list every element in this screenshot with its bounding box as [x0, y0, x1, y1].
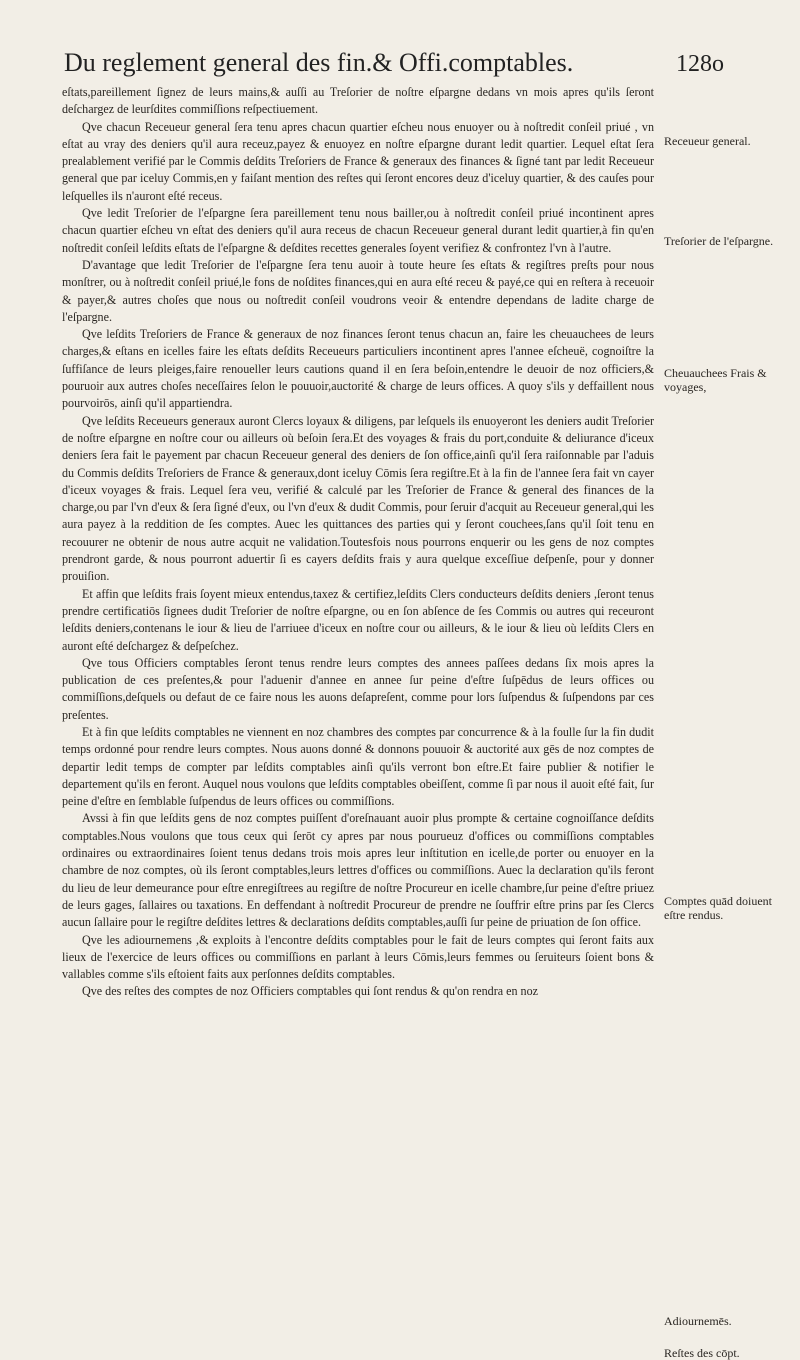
paragraph: Et affin que leſdits frais ſoyent mieux entendus,taxez & certifiez,leſdits Clers conducteurs deſdits deniers ,ſeront tenus prendre certificatiōs ſignees dudit Treſorier de noſtre eſpargne, ou en ſon abſence de ſes Commis ou autres qui receuront leſdits deniers,contenans le iour & lieu de l'arriuee d'iceux en noſtre cour ou ailleurs, & le iour & lieu où leſdits Clers en auront eſté deſchargez & deſpeſchez.	[62, 586, 654, 653]
paragraph: Qve tous Officiers comptables ſeront tenus rendre leurs comptes des annees paſſees dedans ſix mois apres la publication de ces preſentes,& pour l'aduenir d'annee en annee ſur peine d'eſtre ſuſpēdus de leurs offices ou commiſſions,deſquels ou defaut de ce faire nous les auons deſapreſent, comme pour lors ſuſpendus & ſuſpendons par ces preſentes.	[62, 655, 654, 722]
paragraph: Et à fin que leſdits comptables ne viennent en noz chambres des comptes par concurrence & à la foulle ſur la fin dudit temps ordonné pour rendre leurs comptes. Nous auons donné & donnons pouuoir & auctorité aux gēs de noz comptes de departir ledit temps de compter par leſdits comptables ainſi qu'ils verront bon eſtre.Et faire publier & notifier le departement qu'ils en feront. Auquel nous voulons que leſdits comptables obeiſſent, comme ſi par nous il auoit eſté fait, ſur peine d'eſtre en ſemblable ſuſpendus de leurs offices ou commiſſions.	[62, 724, 654, 809]
main-text	[62, 84, 654, 1001]
margin-note: Cheuauchees Frais & voyages,	[664, 366, 767, 394]
margin-note: Treſorier de l'eſpargne.	[664, 234, 774, 248]
running-header	[64, 48, 724, 78]
margin-note: Reſtes des cōpt.	[664, 1346, 740, 1360]
paragraph: D'avantage que ledit Treſorier de l'eſpargne ſera tenu auoir à toute heure ſes eſtats & regiſtres preſts pour nous monſtrer, ou à noſtredit conſeil priué,le fons de noſdites finances,qui en aura eſté receu & payé,ce qui en reſtera à receuoir & payer,& autres choſes que nous ou noſtredit conſeil voudrons veoir & entendre dependans de ladite charge de l'eſpargne.	[62, 257, 654, 324]
folio-number: 128o	[676, 51, 724, 77]
paragraph: Qve ledit Treſorier de l'eſpargne ſera pareillement tenu nous bailler,ou à noſtredit conſeil priué incontinent apres chacun quartier eſcheu vn eſtat des deniers qu'il aura receus de chacun Receueur general durant ledit quartier,à fin qu'en noſtredit conſeil leſdits eſtats de l'eſpargne & deſdites recettes generales ſoyent verifiez & confrontez l'vn à l'autre.	[62, 206, 654, 255]
margin-note: Receueur general.	[664, 134, 751, 148]
margin-note: Adiournemēs.	[664, 1314, 732, 1328]
paragraph: eſtats,pareillement ſignez de leurs mains,& auſſi au Treſorier de noſtre eſpargne dedans vn mois apres qu'ils ſeront deſchargez de leurſdites commiſſions reſpectiuement.	[62, 85, 654, 117]
paragraph: Qve chacun Receueur general ſera tenu apres chacun quartier eſcheu nous enuoyer ou à noſtredit conſeil priué , vn eſtat au vray des deniers qu'il aura receuz,payez & enuoyez en noſtre eſpargne durant ledit quartier. Lequel eſtat ſera prealablement verifié par le Commis deſdits Treſoriers de France & generaux des finances & ſigné tant par ledit Receueur general que par iceluy Commis,en y faiſant mention des reſtes qui ſeront encores deuz d'iceluy quartier, & des cauſes pour leſquelles ils n'auront eſté receus.	[62, 119, 654, 203]
margin-note: Comptes quād doiuent eſtre rendus.	[664, 894, 772, 922]
paragraph: Qve leſdits Receueurs generaux auront Clercs loyaux & diligens, par leſquels ils enuoyeront les deniers audit Treſorier de noſtre eſpargne en noſtre cour ou ailleurs où beſoin ſera.Et des voyages & frais du port,conduite & deliurance d'iceux deniers ſera fait le payement par chacun Receueur general des deniers de ſon office,ainſi qu'il ſera raiſonnable par l'aduis du Commis deſdits Treſoriers de France & generaux,dont iceluy Cōmis ſera regiſtre.Et à la fin de l'annee ſera fait vn cayer d'iceux voyages & frais. Lequel ſera veu, verifié & calculé par les Treſorier de France & general des finances de la charge,ou par l'vn d'eux & ſera ſigné d'eux, ou l'vn d'eux & dudit Commis, pour ſeruir d'acquit au Receueur general,qui les aura payez à la reddition de ſes comptes. Auec les quittances des parties qui y ſeront couchees,ſans qu'il ſoit tenu en recouurer ne obtenir de nous autre acquit ne validation.Toutesfois nous pourrons enquerir ou les gens de noz comptes prendront garde, & nous pourront aduertir ſi es cayers deſdits frais y aura quelque exceſſiue deſpenſe, pour y donner prouiſion.	[62, 413, 654, 584]
paragraph: Avssi à fin que leſdits gens de noz comptes puiſſent d'oreſnauant auoir plus prompte & certaine cognoiſſance deſdits comptables.Nous voulons que tous ceux qui ſerōt cy apres par nous pourueuz d'offices ou commiſſions comptables ordinaires ou extraordinaires ſoient tenus dedans trois mois apres leur inſtitution en icelle,de porter ou enuoyer en la chambre de noz comptes, où ils ſeront comptables,leurs lettres d'offices ou commiſſions. Auec la declaration qu'ils feront du lieu de leur demeurance pour eſtre enregiſtrees au regiſtre de noſtre Procureur en icelle chambre,ſur peine d'eſtre priuez de leurs gages, ſallaires ou taxations. En deffendant à noſtredit Procureur de prendre ne ſouffrir eſtre prins par ſes Clercs aucun ſallaire pour le regiſtre deſdites lettres & declarations deſdits comptables,auſſi ſur peine de priuation de ſon office.	[62, 811, 654, 930]
running-title: Du reglement general des fin.& Offi.comptables.	[64, 48, 574, 77]
paragraph: Qve leſdits Treſoriers de France & generaux de noz finances ſeront tenus chacun an, faire les cheuauchees de leurs charges,& eſtans en icelles faire les eſtats deſdits Receueurs particuliers incontinent apres l'annee eſcheuë, cognoiſtre la ſuffiſance de leurs pleiges,faire renoueller leurs cautions quand il en ſera beſoin,entendre le deuoir de noz officiers,& pouruoir aux autres choſes neceſſaires ſelon le pouuoir,auctorité & charge de leurs offices. A quoy s'ils y deffaillent nous pourvoirōs, ainſi qu'il appartiendra.	[62, 327, 654, 411]
paragraph: Qve des reſtes des comptes de noz Officiers comptables qui ſont rendus & qu'on rendra en noz	[82, 984, 539, 999]
paragraph: Qve les adiournemens ,& exploits à l'encontre deſdits comptables pour le fait de leurs comptes qui ſeront faits aux lieux de l'exercice de leurs offices ou commiſſions en parlant à leurs Cōmis,leurs femmes ou ſeruiteurs ſoient bons & vallables comme s'ils eſtoient faits aux perſonnes deſdits comptables.	[62, 932, 654, 982]
